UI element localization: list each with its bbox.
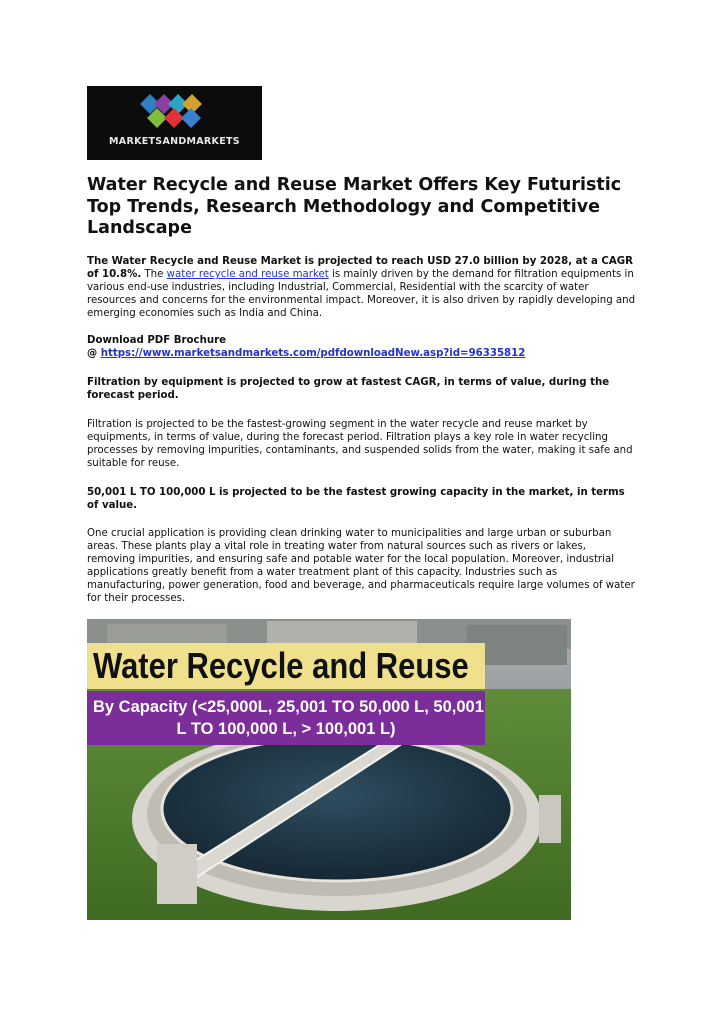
logo-mark-icon (87, 86, 262, 160)
hero-title-band (87, 643, 485, 689)
company-logo (87, 86, 262, 160)
hero-subtitle (93, 696, 484, 740)
capacity-heading: 50,001 L TO 100,000 L is projected to be the fastest growing capacity in the market, in terms of value. (87, 487, 625, 511)
capacity-paragraph: One crucial application is providing clean drinking water to municipalities and large urban or suburban areas. These plants play a vital role in treating water from natural sources such as rivers or lakes, removing impurities, and ensuring safe and potable water for the local population. Moreover, industrial applications greatly benefit from a water treatment plant of this capacity. Industries such as manufacturing, power generation, food and beverage, and pharmaceuticals require large volumes of water for their processes. (87, 528, 635, 604)
hero-subtitle-line2: L TO 100,000 L, > 100,001 L) (176, 720, 396, 738)
hero-subtitle-band (87, 691, 485, 745)
intro-pre-text: The (141, 269, 167, 280)
market-link[interactable]: water recycle and reuse market (166, 269, 329, 280)
hero-image (87, 619, 571, 920)
filtration-paragraph: Filtration is projected to be the fastest-growing segment in the water recycle and reuse market by equipments, in terms of value, during the forecast period. Filtration plays a key role in water recycling processes by removing impurities, contaminants, and suspended solids from the water, making it safe and suitable for reuse. (87, 419, 633, 469)
filtration-heading: Filtration by equipment is projected to grow at fastest CAGR, in terms of value, during the forecast period. (87, 377, 610, 401)
hero-title: Water Recycle and Reuse (93, 645, 469, 686)
hero-subtitle-line1: By Capacity (<25,000L, 25,001 TO 50,000 L, 50,001 (93, 698, 484, 716)
intro-paragraph (87, 255, 637, 320)
logo-text: MARKETSANDMARKETS (109, 136, 240, 147)
intro-post-text: is mainly driven by the demand for filtration equipments in various end-use industries, including Industrial, Commercial, Residential with the scarcity of water resources and concerns for the environmental impact. Moreover, it is also driven by rapidly developing and emerging economies such as India and China. (87, 269, 636, 319)
brochure-link[interactable]: https://www.marketsandmarkets.com/pdfdownloadNew.asp?id=96335812 (100, 348, 526, 359)
intro-bold-text: The Water Recycle and Reuse Market is projected to reach USD 27.0 billion by 2028, at a CAGR of 10.8%. (87, 256, 633, 280)
article-title: Water Recycle and Reuse Market Offers Key Futuristic Top Trends, Research Methodology and Competitive Landscape (87, 175, 622, 238)
brochure-prefix: @ (87, 348, 101, 359)
brochure-block (87, 334, 637, 360)
brochure-label: Download PDF Brochure (87, 335, 227, 346)
